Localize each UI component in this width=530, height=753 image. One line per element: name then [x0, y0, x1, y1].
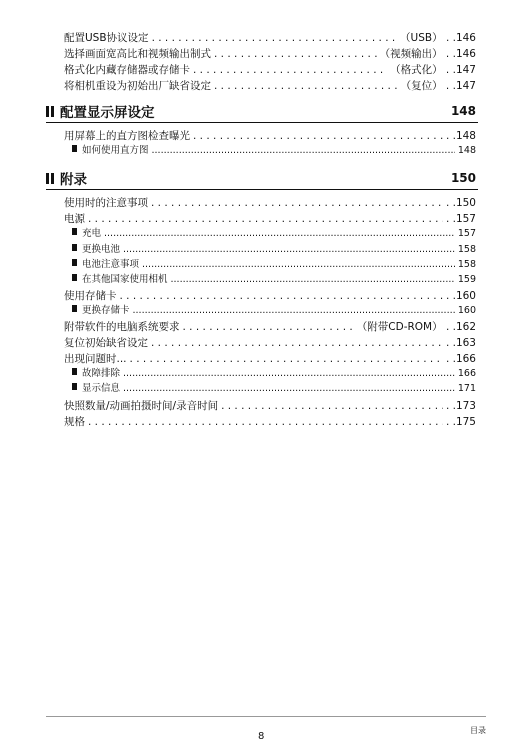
toc-entry-page: （视频输出） . .146	[379, 48, 476, 60]
dot-leader	[142, 257, 455, 273]
dot-leader	[214, 78, 398, 94]
square-bullet-icon	[72, 145, 77, 152]
square-bullet-icon	[72, 368, 77, 375]
toc-subentry[interactable]	[72, 381, 476, 397]
dot-leader	[152, 30, 397, 46]
toc-entry-page: 160	[457, 305, 476, 316]
dot-leader	[151, 335, 443, 351]
toc-entry-text: 用屏幕上的直方图检查曝光	[64, 130, 190, 142]
section-title: 附录	[60, 172, 87, 188]
toc-entry[interactable]	[64, 128, 476, 144]
footer-section-label: 目录	[470, 726, 486, 735]
toc-entry-page: 148	[457, 145, 476, 156]
toc-entry-text: 充电	[82, 228, 102, 239]
square-bullet-icon	[72, 228, 77, 235]
square-bullet-icon	[72, 244, 77, 251]
dot-leader	[130, 351, 443, 367]
section-heading-display	[46, 100, 478, 123]
toc-entry-page: 159	[457, 274, 476, 285]
toc-subentry[interactable]	[72, 143, 476, 159]
toc-entry[interactable]	[64, 414, 476, 430]
toc-entry-page: 158	[457, 244, 476, 255]
toc-entry-page: 171	[457, 383, 476, 394]
toc-entry-page: . .148	[445, 130, 476, 142]
dot-leader	[193, 128, 443, 144]
section-title: 配置显示屏设定	[60, 105, 155, 121]
toc-subentry[interactable]	[72, 366, 476, 382]
toc-entry[interactable]	[64, 211, 476, 227]
toc-entry[interactable]	[64, 78, 476, 94]
toc-entry-page: . .175	[445, 416, 476, 428]
dot-leader	[120, 288, 443, 304]
square-bullet-icon	[72, 274, 77, 281]
toc-entry-text: 在其他国家使用相机	[82, 274, 168, 285]
toc-subentry[interactable]	[72, 303, 476, 319]
section-heading-appendix	[46, 167, 478, 190]
toc-entry[interactable]	[64, 335, 476, 351]
toc-entry[interactable]	[64, 351, 476, 367]
toc-entry-page: 157	[457, 228, 476, 239]
dot-leader	[152, 143, 455, 159]
toc-entry-text: 配置USB协议设定	[64, 32, 149, 44]
toc-subentry[interactable]	[72, 226, 476, 242]
toc-entry-page: （附带CD-ROM） . .162	[356, 321, 476, 333]
section-bars-icon	[46, 173, 54, 184]
footer-page-number: 8	[258, 731, 265, 742]
dot-leader	[214, 46, 377, 62]
toc-entry-text: 电源	[64, 213, 85, 225]
toc-entry-text: 更换存储卡	[82, 305, 130, 316]
dot-leader	[88, 211, 443, 227]
toc-entry-page: 166	[457, 368, 476, 379]
square-bullet-icon	[72, 383, 77, 390]
toc-subentry[interactable]	[72, 272, 476, 288]
toc-entry-text: 更换电池	[82, 244, 121, 255]
dot-leader	[123, 366, 455, 382]
dot-leader	[123, 242, 455, 258]
toc-entry[interactable]	[64, 288, 476, 304]
section-page: 148	[450, 104, 476, 118]
square-bullet-icon	[72, 259, 77, 266]
toc-entry-page: . .157	[445, 213, 476, 225]
toc-entry-page: 158	[457, 259, 476, 270]
toc-entry-text: 电池注意事项	[82, 259, 140, 270]
toc-entry-text: 将相机重设为初始出厂缺省设定	[64, 80, 211, 92]
toc-entry-page: （复位） . .147	[400, 80, 476, 92]
toc-entry-text: 选择画面宽高比和视频输出制式	[64, 48, 211, 60]
dot-leader	[88, 414, 443, 430]
toc-entry-page: . .166	[445, 353, 476, 365]
toc-entry-text: 格式化内藏存储器或存储卡	[64, 64, 190, 76]
toc-entry-text: 规格	[64, 416, 85, 428]
toc-entry-text: 复位初始缺省设定	[64, 337, 148, 349]
dot-leader	[193, 62, 387, 78]
dot-leader	[123, 381, 455, 397]
dot-leader	[171, 272, 455, 288]
toc-entry-text: 如何使用直方图	[82, 145, 149, 156]
toc-subentry[interactable]	[72, 257, 476, 273]
section-page: 150	[450, 171, 476, 185]
toc-entry[interactable]	[64, 30, 476, 46]
toc-entry[interactable]	[64, 319, 476, 335]
dot-leader	[183, 319, 354, 335]
dot-leader	[133, 303, 455, 319]
toc-entry[interactable]	[64, 195, 476, 211]
toc-entry-page: . .173	[445, 400, 476, 412]
toc-entry-text: 出现问题时...	[64, 353, 127, 365]
toc-entry[interactable]	[64, 398, 476, 414]
dot-leader	[104, 226, 455, 242]
toc-entry-text: 附带软件的电脑系统要求	[64, 321, 180, 333]
dot-leader	[221, 398, 443, 414]
toc-entry-page: . .150	[445, 197, 476, 209]
toc-entry[interactable]	[64, 62, 476, 78]
toc-entry-text: 使用时的注意事项	[64, 197, 148, 209]
toc-subentry[interactable]	[72, 242, 476, 258]
square-bullet-icon	[72, 305, 77, 312]
toc-entry-text: 显示信息	[82, 383, 121, 394]
toc-entry[interactable]	[64, 46, 476, 62]
toc-entry-text: 快照数量/动画拍摄时间/录音时间	[64, 400, 219, 412]
dot-leader	[151, 195, 443, 211]
footer-divider	[46, 716, 486, 717]
toc-entry-page: . .163	[445, 337, 476, 349]
section-bars-icon	[46, 106, 54, 117]
toc-entry-text: 故障排除	[82, 368, 121, 379]
toc-entry-page: . .160	[445, 290, 476, 302]
toc-entry-page: （格式化） . .147	[390, 64, 476, 76]
toc-entry-text: 使用存储卡	[64, 290, 117, 302]
toc-entry-page: （USB） . .146	[400, 32, 476, 44]
